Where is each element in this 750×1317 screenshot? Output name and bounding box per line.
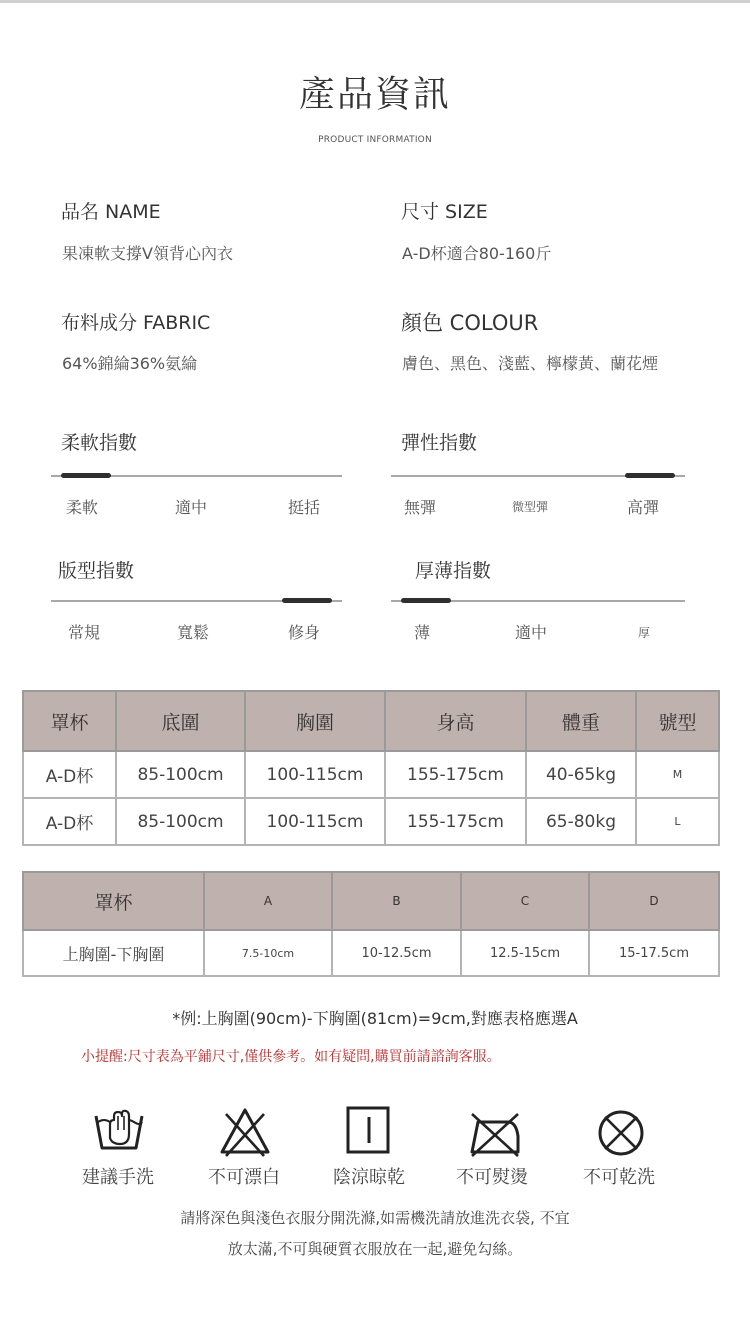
- care-label-dry-flat: 陰涼晾乾: [333, 1167, 405, 1188]
- size-value: A-D杯適合80-160斤: [402, 244, 552, 263]
- softness-index-title: 柔軟指數: [61, 432, 138, 454]
- table-row: [23, 751, 719, 798]
- table-cell: 100-115cm: [245, 751, 385, 798]
- table-cell: 7.5-10cm: [204, 930, 332, 976]
- table-cell: 100-115cm: [245, 798, 385, 845]
- thickness-scale-label-high: 厚: [638, 626, 651, 640]
- top-divider: [0, 0, 750, 3]
- elasticity-index-title: 彈性指數: [401, 432, 478, 454]
- dry-flat-icon: [342, 1104, 396, 1158]
- cup-table: [22, 871, 720, 977]
- care-label-no-bleach: 不可漂白: [208, 1167, 280, 1188]
- name-value: 果凍軟支撐V領背心內衣: [62, 244, 233, 263]
- table-cell: L: [636, 798, 719, 845]
- thickness-scale: [391, 600, 685, 602]
- cup-table-header: C: [461, 872, 589, 930]
- fit-scale: [51, 600, 342, 602]
- thickness-scale-label-low: 薄: [414, 623, 431, 642]
- size-table-header: 底圍: [116, 691, 245, 751]
- elasticity-scale: [391, 475, 685, 477]
- softness-level-marker: [61, 473, 111, 478]
- size-table-header: 罩杯: [23, 691, 116, 751]
- fit-index-title: 版型指數: [58, 560, 135, 582]
- table-cell: 40-65kg: [526, 751, 636, 798]
- table-cell: 155-175cm: [385, 798, 526, 845]
- cup-table-header-row: [23, 872, 719, 930]
- care-label-hand-wash: 建議手洗: [82, 1167, 154, 1188]
- hand-wash-icon: [92, 1104, 146, 1158]
- thickness-level-marker: [401, 598, 451, 603]
- cup-table-header: B: [332, 872, 461, 930]
- elasticity-level-marker: [625, 473, 675, 478]
- fabric-value: 64%錦綸36%氨綸: [62, 354, 198, 373]
- size-table-header: 體重: [526, 691, 636, 751]
- table-cell: A-D杯: [23, 798, 116, 845]
- elasticity-scale-label-low: 無彈: [404, 498, 437, 517]
- table-cell: M: [636, 751, 719, 798]
- care-note-line-1: 請將深色與淺色衣服分開洗滌,如需機洗請放進洗衣袋, 不宜: [180, 1209, 570, 1227]
- size-table-header: 身高: [385, 691, 526, 751]
- colour-value: 膚色、黑色、淺藍、檸檬黃、蘭花煙: [402, 354, 659, 373]
- no-bleach-icon: [218, 1106, 272, 1160]
- page-subtitle: PRODUCT INFORMATION: [318, 135, 432, 145]
- thickness-scale-label-mid: 適中: [515, 623, 548, 642]
- fabric-label: 布料成分 FABRIC: [61, 312, 211, 334]
- size-tip: 小提醒:尺寸表為平鋪尺寸,僅供參考。如有疑問,購買前請諮詢客服。: [81, 1049, 501, 1065]
- size-table-header-row: [23, 691, 719, 751]
- care-label-no-dry-clean: 不可乾洗: [583, 1167, 655, 1188]
- care-label-no-iron: 不可熨燙: [456, 1167, 528, 1188]
- size-table: [22, 690, 720, 846]
- elasticity-scale-label-high: 高彈: [627, 498, 660, 517]
- colour-label: 顏色 COLOUR: [401, 311, 539, 335]
- table-cell: A-D杯: [23, 751, 116, 798]
- page-title: 產品資訊: [298, 74, 451, 115]
- table-row: [23, 798, 719, 845]
- table-cell: 15-17.5cm: [589, 930, 719, 976]
- table-cell: 85-100cm: [116, 798, 245, 845]
- fit-scale-label-mid: 寬鬆: [177, 623, 210, 642]
- cup-table-header: D: [589, 872, 719, 930]
- table-cell: 12.5-15cm: [461, 930, 589, 976]
- fit-scale-label-high: 修身: [288, 623, 321, 642]
- no-iron-icon: [468, 1106, 522, 1160]
- example-calculation: *例:上胸圍(90cm)-下胸圍(81cm)=9cm,對應表格應選A: [172, 1009, 578, 1028]
- softness-scale-label-mid: 適中: [175, 498, 208, 517]
- table-cell: 85-100cm: [116, 751, 245, 798]
- cup-table-header: A: [204, 872, 332, 930]
- softness-scale: [51, 475, 342, 477]
- table-row: [23, 930, 719, 976]
- care-note-line-2: 放太滿,不可與硬質衣服放在一起,避免勾絲。: [227, 1240, 523, 1258]
- elasticity-scale-label-mid: 微型彈: [512, 500, 549, 514]
- cup-table-header: 罩杯: [23, 872, 204, 930]
- size-table-header: 胸圍: [245, 691, 385, 751]
- fit-scale-label-low: 常規: [68, 623, 101, 642]
- table-cell: 10-12.5cm: [332, 930, 461, 976]
- table-cell: 上胸圍-下胸圍: [23, 930, 204, 976]
- size-label: 尺寸 SIZE: [401, 201, 488, 223]
- name-label: 品名 NAME: [61, 201, 161, 223]
- no-dry-clean-icon: [594, 1106, 648, 1160]
- table-cell: 65-80kg: [526, 798, 636, 845]
- table-cell: 155-175cm: [385, 751, 526, 798]
- size-table-header: 號型: [636, 691, 719, 751]
- fit-level-marker: [282, 598, 332, 603]
- softness-scale-label-high: 挺括: [288, 498, 321, 517]
- softness-scale-label-low: 柔軟: [66, 498, 99, 517]
- thickness-index-title: 厚薄指數: [415, 560, 492, 582]
